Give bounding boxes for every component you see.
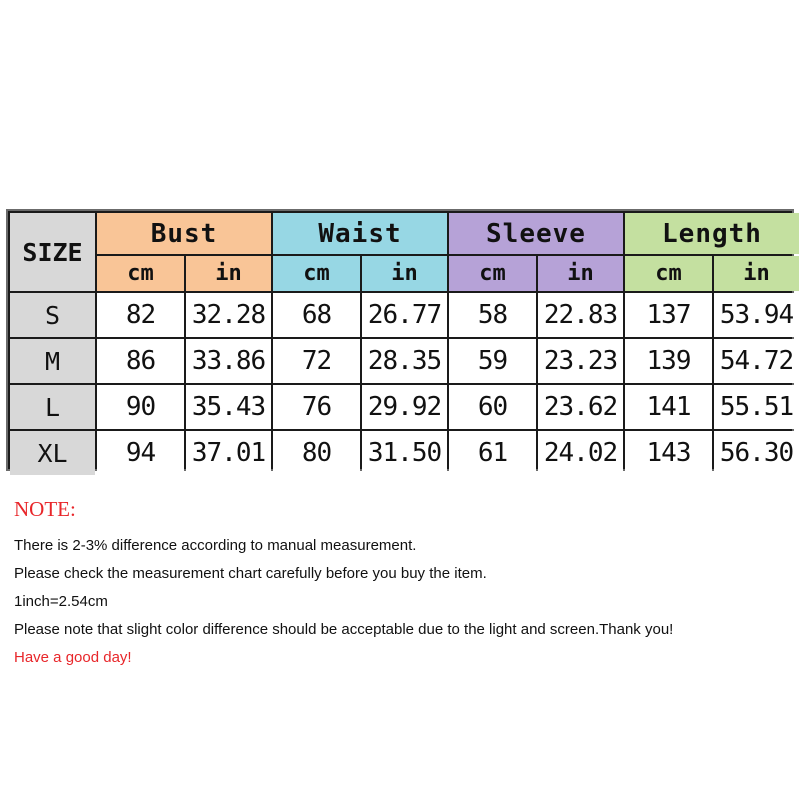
cell-s-waist-cm: 68 — [273, 293, 360, 337]
note-title: NOTE: — [14, 497, 76, 521]
bust-cm-unit: cm — [97, 256, 184, 291]
note-closing: Have a good day! — [14, 649, 132, 666]
cell-xl-waist-cm: 80 — [273, 431, 360, 475]
cell-m-waist-in: 28.35 — [362, 339, 447, 383]
size-chart-table — [6, 209, 794, 471]
waist-in-unit: in — [362, 256, 447, 291]
note-line-color-difference: Please note that slight color difference should be acceptable due to the light and screen.Thank you! — [14, 621, 674, 638]
bust-in-unit: in — [186, 256, 271, 291]
cell-m-sleeve-cm: 59 — [449, 339, 536, 383]
waist-cm-unit: cm — [273, 256, 360, 291]
size-header: SIZE — [10, 213, 95, 291]
cell-xl-length-cm: 143 — [625, 431, 712, 475]
cell-s-bust-in: 32.28 — [186, 293, 271, 337]
cell-l-length-in: 55.51 — [714, 385, 799, 429]
cell-m-bust-cm: 86 — [97, 339, 184, 383]
length-in-unit: in — [714, 256, 799, 291]
cell-l-sleeve-in: 23.62 — [538, 385, 623, 429]
cell-l-waist-in: 29.92 — [362, 385, 447, 429]
size-label-s: S — [10, 293, 95, 337]
cell-l-bust-cm: 90 — [97, 385, 184, 429]
sleeve-header: Sleeve — [449, 213, 623, 254]
cell-m-length-in: 54.72 — [714, 339, 799, 383]
notes-section — [14, 496, 794, 672]
note-line-check-chart: Please check the measurement chart carefully before you buy the item. — [14, 565, 487, 582]
sleeve-in-unit: in — [538, 256, 623, 291]
cell-xl-bust-in: 37.01 — [186, 431, 271, 475]
note-line-difference: There is 2-3% difference according to manual measurement. — [14, 537, 417, 554]
cell-xl-sleeve-in: 24.02 — [538, 431, 623, 475]
cell-xl-bust-cm: 94 — [97, 431, 184, 475]
size-label-xl: XL — [10, 431, 95, 475]
cell-s-sleeve-cm: 58 — [449, 293, 536, 337]
cell-s-sleeve-in: 22.83 — [538, 293, 623, 337]
cell-m-length-cm: 139 — [625, 339, 712, 383]
length-cm-unit: cm — [625, 256, 712, 291]
waist-header: Waist — [273, 213, 447, 254]
cell-m-bust-in: 33.86 — [186, 339, 271, 383]
length-header: Length — [625, 213, 799, 254]
cell-m-waist-cm: 72 — [273, 339, 360, 383]
cell-l-sleeve-cm: 60 — [449, 385, 536, 429]
cell-s-bust-cm: 82 — [97, 293, 184, 337]
cell-xl-length-in: 56.30 — [714, 431, 799, 475]
bust-header: Bust — [97, 213, 271, 254]
note-line-conversion: 1inch=2.54cm — [14, 593, 108, 610]
size-label-l: L — [10, 385, 95, 429]
cell-l-bust-in: 35.43 — [186, 385, 271, 429]
sleeve-cm-unit: cm — [449, 256, 536, 291]
cell-l-waist-cm: 76 — [273, 385, 360, 429]
cell-s-length-cm: 137 — [625, 293, 712, 337]
cell-s-waist-in: 26.77 — [362, 293, 447, 337]
cell-xl-waist-in: 31.50 — [362, 431, 447, 475]
size-label-m: M — [10, 339, 95, 383]
cell-s-length-in: 53.94 — [714, 293, 799, 337]
cell-l-length-cm: 141 — [625, 385, 712, 429]
cell-m-sleeve-in: 23.23 — [538, 339, 623, 383]
cell-xl-sleeve-cm: 61 — [449, 431, 536, 475]
